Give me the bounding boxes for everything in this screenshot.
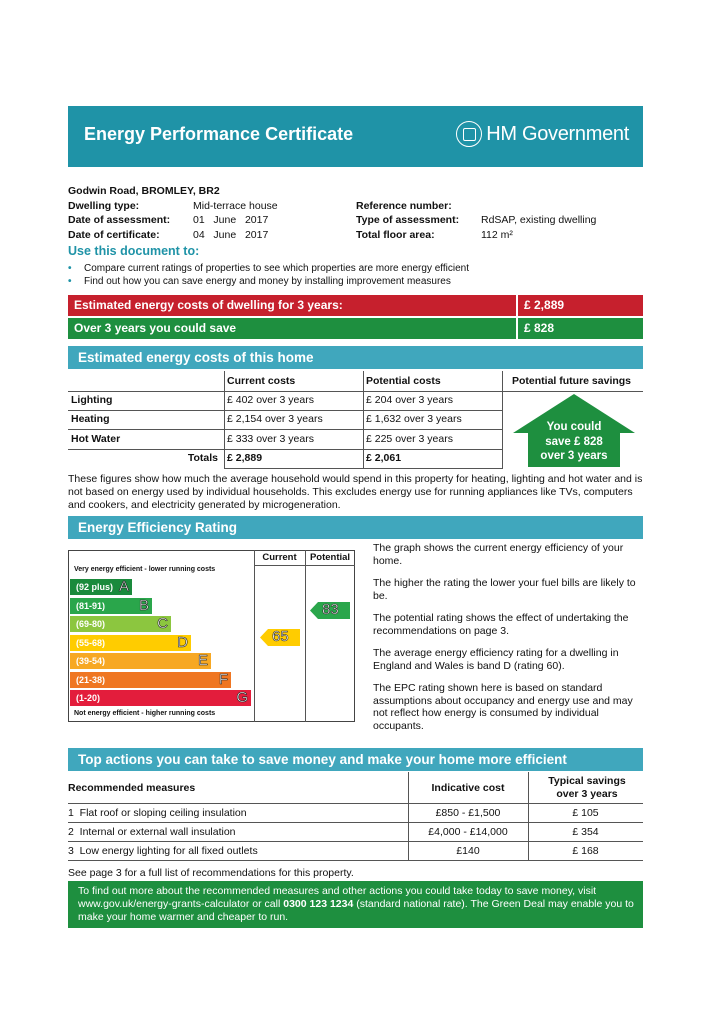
footer-line-2-rest: (standard national rate). The Green Deal may enable you to: [353, 898, 634, 910]
hot-water-current: £ 333 over 3 years: [227, 433, 314, 445]
section-heading-rating: [68, 516, 643, 539]
savings-line-1: You could: [546, 421, 602, 433]
rating-band-letter: C: [157, 615, 168, 632]
rating-band-a: [70, 579, 132, 595]
measure-1-saving: £ 105: [572, 807, 599, 819]
header-indicative-cost: Indicative cost: [431, 782, 505, 794]
rating-explanation: [373, 542, 643, 742]
footer-url-text[interactable]: www.gov.uk/energy-grants-calculator or call: [78, 898, 284, 910]
estimated-costs-label: Estimated energy costs of dwelling for 3 years:: [74, 298, 343, 312]
royal-crest-icon: [456, 121, 482, 147]
dwelling-type-value: Mid-terrace house: [193, 199, 278, 212]
column-potential-label: Potential: [309, 552, 351, 563]
rating-band-range: (69-80): [76, 619, 106, 629]
measure-2-saving: £ 354: [572, 826, 599, 838]
footer-line-1: To find out more about the recommended measures and other actions you could take today to save money, visit: [78, 885, 597, 897]
header-measures: Recommended measures: [68, 782, 196, 794]
rating-band-f: [70, 672, 231, 688]
current-rating-marker: [260, 629, 300, 646]
rating-band-range: (1-20): [76, 693, 101, 703]
rating-text-paragraph: The graph shows the current energy efficiency of your home.: [373, 542, 624, 567]
footer-line-2: [78, 898, 637, 911]
potential-saving-bar: [68, 318, 643, 339]
use-document-list: [68, 262, 469, 288]
heating-potential: £ 1,632 over 3 years: [366, 413, 462, 425]
measure-1-cost: £850 - £1,500: [435, 807, 501, 819]
potential-saving-value: £ 828: [516, 318, 554, 339]
section-title: Energy Efficiency Rating: [78, 520, 238, 535]
rating-band-letter: F: [218, 670, 228, 688]
measure-3-cost: £140: [456, 845, 480, 857]
lighting-potential: £ 204 over 3 years: [366, 394, 453, 406]
heating-current: £ 2,154 over 3 years: [227, 413, 323, 425]
footer-phone[interactable]: 0300 123 1234: [283, 898, 354, 910]
savings-arrow: [513, 394, 635, 467]
certificate-date-value: 04 June 2017: [193, 228, 269, 241]
rating-text-paragraph: The potential rating shows the effect of undertaking the recommendations on page 3.: [373, 612, 629, 637]
costs-note: These figures show how much the average household would spend in this property for heating, lighting and hot water and is not based on energy used by individual households. This excludes energy use for running appliances like TVs, computers and cookers, and electricity generated by microgeneration.: [68, 473, 643, 511]
measure-3: 3 Low energy lighting for all fixed outlets: [68, 845, 258, 857]
rating-band-letter: D: [177, 633, 188, 651]
estimated-costs-bar: [68, 295, 643, 316]
footer-info-box: [68, 881, 643, 928]
rating-text-paragraph: The higher the rating the lower your fuel bills are likely to be.: [373, 577, 636, 602]
rating-band-range: (92 plus): [76, 582, 114, 592]
costs-table: [68, 371, 643, 469]
property-address: Godwin Road, BROMLEY, BR2: [68, 185, 220, 197]
list-item: • Find out how you can save energy and money by installing improvement measures: [68, 275, 469, 288]
assessment-date-value: 01 June 2017: [193, 214, 269, 226]
lighting-current: £ 402 over 3 years: [227, 394, 314, 406]
rating-band-letter: B: [138, 596, 149, 614]
rating-band-range: (55-68): [76, 637, 106, 648]
totals-label: Totals: [187, 452, 218, 464]
rating-band-range: (81-91): [76, 600, 106, 611]
assessment-type-label: Type of assessment:: [356, 214, 460, 226]
current-rating-value: 65: [272, 628, 289, 645]
rating-text-paragraph: The EPC rating shown here is based on standard assumptions about occupancy and energy use and may not reflect how energy is consumed by individual occupants.: [373, 682, 633, 732]
header-future-savings: Potential future savings: [512, 375, 632, 387]
see-page-note: See page 3 for a full list of recommendations for this property.: [68, 867, 354, 879]
floor-area-label: Total floor area:: [356, 228, 435, 241]
chart-bottom-caption: Not energy efficient - higher running costs: [74, 710, 216, 717]
energy-rating-chart: [68, 545, 355, 722]
hm-government-logo: [456, 121, 629, 147]
rating-band-g: [70, 690, 251, 706]
potential-rating-marker: [310, 602, 350, 619]
list-item: • Compare current ratings of properties to see which properties are more energy efficient: [68, 262, 469, 275]
dwelling-type-label: Dwelling type:: [68, 199, 140, 212]
rating-band-range: (39-54): [76, 656, 106, 666]
measure-1: 1 Flat roof or sloping ceiling insulation: [68, 807, 247, 819]
rating-band-range: (21-38): [76, 674, 106, 685]
actions-table: [68, 772, 643, 862]
section-heading-costs: [68, 346, 643, 369]
row-label-heating: Heating: [71, 413, 110, 425]
totals-potential: £ 2,061: [366, 452, 402, 464]
column-current-label: Current: [262, 552, 297, 563]
property-info: [68, 184, 643, 242]
reference-label: Reference number:: [356, 199, 452, 212]
rating-band-letter: E: [197, 652, 208, 669]
totals-current: £ 2,889: [227, 452, 263, 464]
use-document-title: Use this document to:: [68, 244, 200, 258]
potential-rating-value: 83: [322, 601, 339, 618]
certificate-title: Energy Performance Certificate: [84, 124, 354, 144]
measure-2: 2 Internal or external wall insulation: [68, 826, 236, 838]
gov-logo-text: HM Government: [486, 122, 629, 145]
rating-text-paragraph: The average energy efficiency rating for a dwelling in England and Wales is band D (rating 60).: [373, 647, 619, 672]
estimated-costs-value: £ 2,889: [516, 295, 564, 316]
chart-top-caption: Very energy efficient - lower running costs: [74, 566, 216, 573]
assessment-type-value: RdSAP, existing dwelling: [481, 214, 597, 226]
savings-line-3: over 3 years: [540, 450, 608, 462]
measure-3-saving: £ 168: [572, 845, 599, 857]
rating-band-letter: A: [118, 578, 129, 595]
certificate-header: [68, 106, 643, 167]
header-potential-costs: Potential costs: [366, 375, 441, 387]
section-title: Estimated energy costs of this home: [78, 350, 314, 365]
section-title: Top actions you can take to save money and make your home more efficient: [78, 752, 567, 767]
rating-band-b: [70, 598, 152, 614]
rating-band-e: [70, 653, 211, 669]
header-typical-savings: Typical savings over 3 years: [548, 775, 626, 800]
assessment-date-label: Date of assessment:: [68, 214, 171, 226]
footer-line-3: make your home warmer and cheaper to run.: [78, 911, 289, 923]
row-label-hot-water: Hot Water: [71, 433, 121, 445]
section-heading-actions: [68, 748, 643, 771]
savings-line-2: save £ 828: [545, 435, 603, 448]
floor-area-value: 112 m²: [481, 228, 513, 241]
measure-2-cost: £4,000 - £14,000: [428, 826, 508, 838]
header-current-costs: Current costs: [227, 375, 296, 387]
hot-water-potential: £ 225 over 3 years: [366, 433, 453, 445]
potential-saving-label: Over 3 years you could save: [74, 321, 237, 335]
rating-band-d: [70, 635, 191, 651]
certificate-date-label: Date of certificate:: [68, 228, 160, 241]
row-label-lighting: Lighting: [71, 394, 113, 406]
rating-band-c: [70, 616, 171, 632]
rating-band-letter: G: [236, 689, 248, 706]
